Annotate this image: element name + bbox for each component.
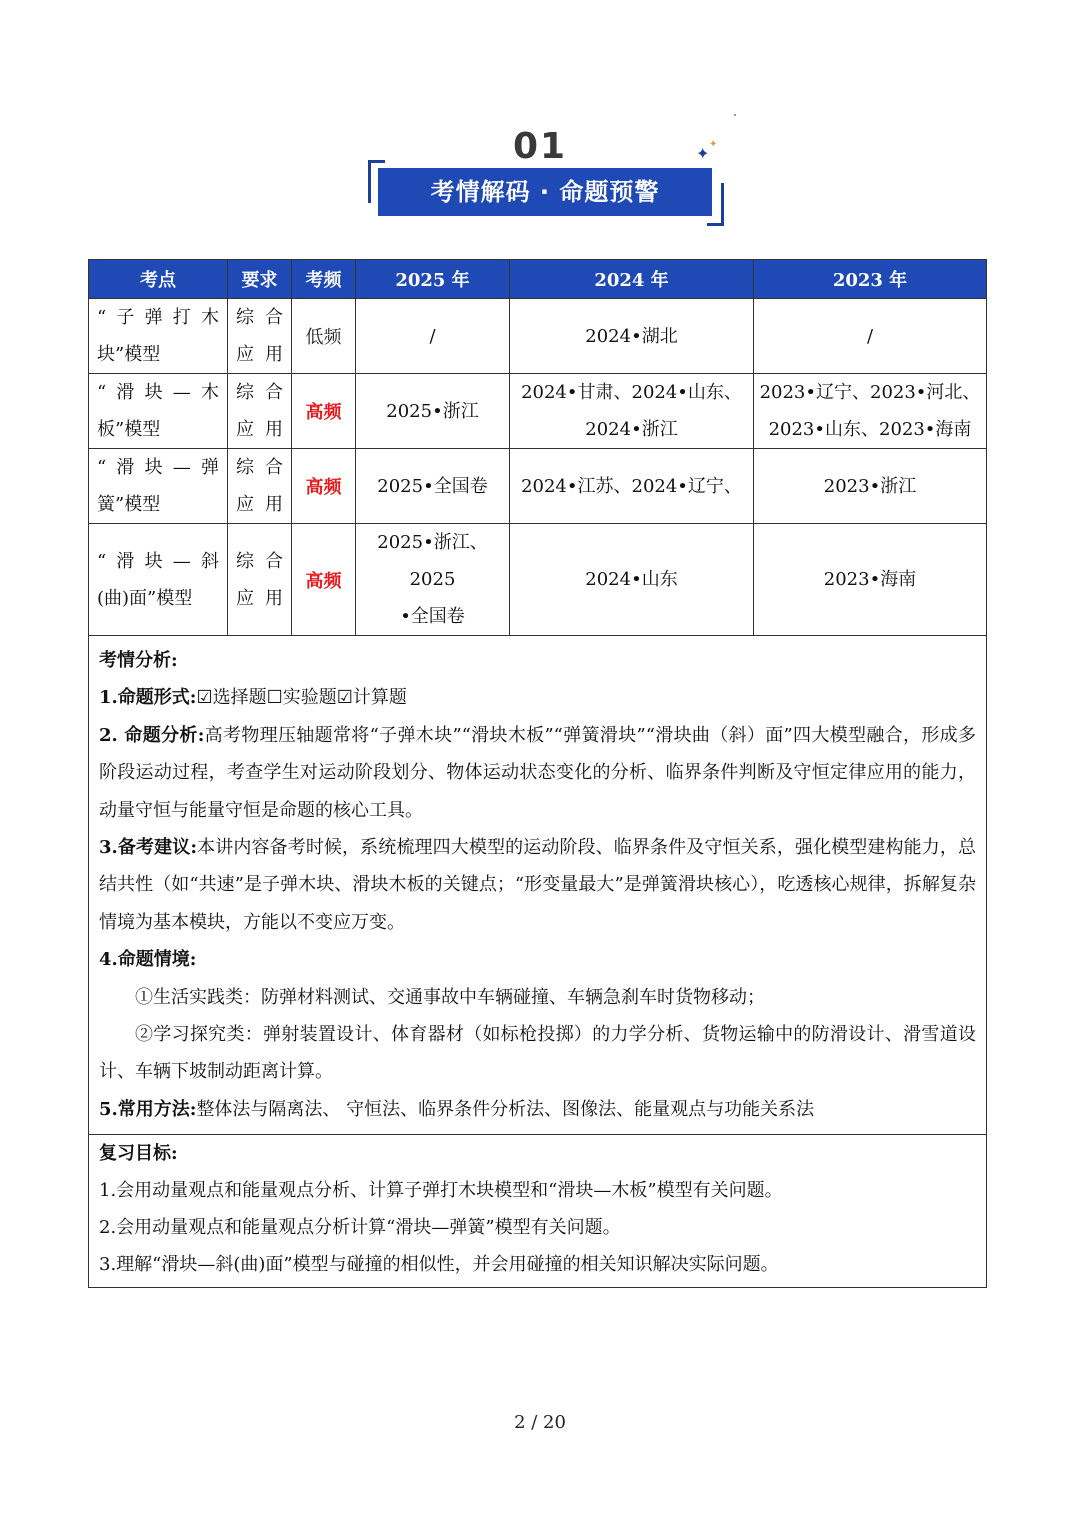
- methods-text: 整体法与隔离法、 守恒法、临界条件分析法、图像法、能量观点与功能关系法: [196, 1098, 815, 1120]
- frequency-cell: 低频: [292, 299, 356, 374]
- advice-text: 本讲内容备考时候，系统梳理四大模型的运动阶段、临界条件及守恒关系，强化模型建构能力，总结共性（如“共速”是子弹木块、滑块木板的关键点；“形变量最大”是弹簧滑块核心），吃透核心规律，拆解复杂情境为基本模块，方能以不变应万变。: [99, 837, 976, 933]
- form-calc-checked: ☑计算题: [336, 687, 407, 709]
- topic-cell: [89, 524, 228, 636]
- table-row: [89, 299, 987, 374]
- decor-dot: [734, 114, 736, 116]
- cell-line: 2025•浙江、2025: [377, 532, 488, 590]
- year-2024-cell: [510, 524, 754, 636]
- year-2023-cell: [754, 374, 987, 449]
- topic-line-2: 簧”模型: [97, 494, 161, 515]
- year-2024-cell: [510, 299, 754, 374]
- year-2023-cell: [754, 449, 987, 524]
- requirement-cell: [228, 524, 292, 636]
- req-line-1: 综合: [236, 307, 283, 328]
- req-line-2: 应用: [236, 587, 283, 609]
- topic-cell: [89, 299, 228, 374]
- section-number: 01: [512, 126, 568, 167]
- form-label: 1.命题形式:: [99, 687, 197, 709]
- cell-line: 2023•浙江: [823, 475, 917, 497]
- year-2025-cell: [356, 299, 510, 374]
- req-line-1: 综合: [236, 550, 283, 572]
- year-2025-cell: [356, 449, 510, 524]
- exam-analysis-table: [88, 259, 987, 1288]
- header-topic: 考点: [89, 260, 228, 299]
- req-line-2: 应用: [236, 344, 283, 365]
- year-2025-cell: [356, 374, 510, 449]
- req-line-2: 应用: [236, 494, 283, 515]
- section-banner: [368, 160, 724, 226]
- table-header-row: [89, 260, 987, 299]
- section-header: [0, 0, 1080, 240]
- sparkle-icon: ✦: [696, 144, 710, 163]
- topic-line-2: (曲)面”模型: [97, 587, 193, 609]
- form-line: [99, 679, 976, 716]
- analysis-heading: [99, 642, 976, 679]
- page-number: 2 / 20: [514, 1412, 566, 1433]
- cell-line: /: [866, 325, 874, 347]
- goals-row: [89, 1135, 987, 1288]
- context-heading: [99, 941, 976, 978]
- form-choice-checked: ☑选择题: [196, 687, 267, 709]
- topic-line-2: 块”模型: [97, 344, 161, 365]
- section-title: 考情解码 · 命题预警: [378, 168, 712, 216]
- cell-line: 2023•山东、2023•海南: [768, 419, 972, 440]
- table-row: [89, 374, 987, 449]
- context-label: 4.命题情境:: [99, 949, 197, 971]
- req-line-1: 综合: [236, 457, 283, 478]
- year-2023-cell: [754, 524, 987, 636]
- header-2023: 2023 年: [754, 260, 987, 299]
- topic-line-1: “子弹打木: [97, 307, 219, 328]
- table-row: [89, 524, 987, 636]
- header-requirement: 要求: [228, 260, 292, 299]
- frequency-cell: 高频: [292, 374, 356, 449]
- cell-line: 2024•甘肃、2024•山东、: [521, 382, 742, 403]
- year-2025-cell: [356, 524, 510, 636]
- req-line-2: 应用: [236, 419, 283, 440]
- analysis-heading-text: 考情分析:: [99, 650, 178, 671]
- cell-line: /: [429, 325, 436, 347]
- requirement-cell: [228, 374, 292, 449]
- cell-line: 2024•浙江: [585, 419, 678, 440]
- sparkle-small-icon: ✦: [709, 139, 718, 150]
- frequency-cell: 高频: [292, 524, 356, 636]
- context-item-2: ②学习探究类：弹射装置设计、体育器材（如标枪投掷）的力学分析、货物运输中的防滑设计、滑雪道设计、车辆下坡制动距离计算。: [99, 1024, 976, 1083]
- cell-line: 2025•浙江: [386, 400, 479, 422]
- topic-line-1: “滑块—斜: [97, 550, 219, 572]
- header-frequency: 考频: [292, 260, 356, 299]
- year-2023-cell: [754, 299, 987, 374]
- cell-line: 2023•海南: [823, 569, 917, 590]
- cell-line: 2024•湖北: [585, 325, 678, 347]
- form-experiment-unchecked: ☐实验题: [266, 687, 337, 709]
- goals-section: [89, 1135, 987, 1288]
- goal-item: 1.会用动量观点和能量观点分析、计算子弹打木块模型和“滑块—木板”模型有关问题。: [99, 1180, 783, 1202]
- goals-heading: 复习目标:: [99, 1143, 178, 1165]
- topic-line-1: “滑块—弹: [97, 457, 219, 478]
- methods-label: 5.常用方法:: [99, 1098, 197, 1120]
- analysis-paragraph: [99, 717, 976, 829]
- requirement-cell: [228, 449, 292, 524]
- methods-line: [99, 1091, 976, 1128]
- analysis-row: [89, 636, 987, 1135]
- context-item-1: ①生活实践类：防弹材料测试、交通事故中车辆碰撞、车辆急刹车时货物移动；: [135, 986, 765, 1008]
- year-2024-cell: [510, 449, 754, 524]
- year-2024-cell: [510, 374, 754, 449]
- analysis-label: 2. 命题分析:: [99, 724, 205, 746]
- goal-item: 2.会用动量观点和能量观点分析计算“滑块—弹簧”模型有关问题。: [99, 1217, 621, 1239]
- cell-line: 2025•全国卷: [377, 475, 488, 497]
- advice-label: 3.备考建议:: [99, 837, 198, 859]
- advice-paragraph: [99, 829, 976, 941]
- topic-line-1: “滑块—木: [97, 382, 219, 403]
- topic-line-2: 板”模型: [97, 419, 161, 440]
- cell-line: •全国卷: [400, 606, 465, 627]
- header-2025: 2025 年: [356, 260, 510, 299]
- req-line-1: 综合: [236, 382, 283, 403]
- analysis-text: 高考物理压轴题常将“子弹木块”“滑块木板”“弹簧滑块”“滑块曲（斜）面”四大模型融合，形成多阶段运动过程，考查学生对运动阶段划分、物体运动状态变化的分析、临界条件判断及守恒定律应用的能力，动量守恒与能量守恒是命题的核心工具。: [99, 724, 976, 821]
- cell-line: 2024•山东: [585, 569, 678, 590]
- cell-line: 2023•辽宁、2023•河北、: [759, 382, 981, 403]
- analysis-section: [89, 636, 987, 1135]
- header-2024: 2024 年: [510, 260, 754, 299]
- table-row: [89, 449, 987, 524]
- requirement-cell: [228, 299, 292, 374]
- topic-cell: [89, 374, 228, 449]
- frequency-cell: 高频: [292, 449, 356, 524]
- cell-line: 2024•江苏、2024•辽宁、: [521, 475, 742, 497]
- goal-item: 3.理解“滑块—斜(曲)面”模型与碰撞的相似性，并会用碰撞的相关知识解决实际问题。: [99, 1254, 779, 1276]
- topic-cell: [89, 449, 228, 524]
